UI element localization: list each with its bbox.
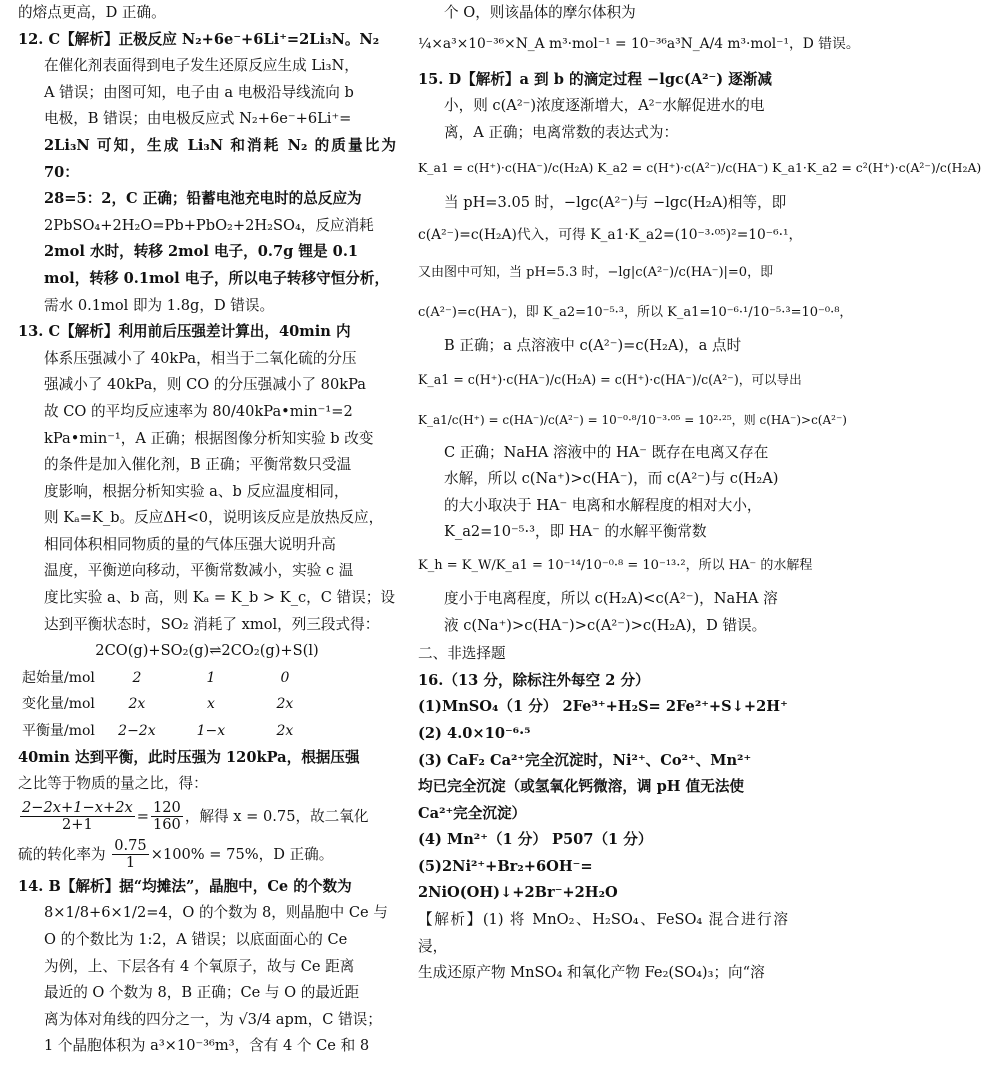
text-line: 之比等于物质的量之比，得：: [18, 775, 208, 793]
text-line: c(A²⁻)=c(H₂A)代入，可得 K_a1·K_a2=(10⁻³·⁰⁵)²=10⁻⁶·¹，: [418, 226, 803, 243]
row-label: 平衡量/mol: [22, 723, 95, 740]
table-cell: 2x: [276, 723, 294, 740]
table-cell: 0: [280, 669, 290, 686]
table-cell: x: [206, 696, 215, 713]
section-heading: 二、非选择题: [418, 645, 506, 663]
table-cell: 1−x: [196, 723, 226, 740]
conversion-equation: 硫的转化率为 $\frac{0.75}{1}$ ×100% = 75%，D 正确。: [18, 837, 334, 872]
text-line: 【解析】(1) 将 MnO₂、H₂SO₄、FeSO₄ 混合进行溶浸，: [418, 911, 788, 955]
text-line: K_h = K_W/K_a1 = 10⁻¹⁴/10⁻⁰·⁸ = 10⁻¹³·²，所以 HA⁻ 的水解程: [418, 557, 813, 573]
text-line: 度比实验 a、b 高，则 Kₐ = K_b > K_c，C 错误；设: [44, 589, 395, 607]
row-label: 起始量/mol: [22, 669, 95, 686]
text-line: (1)MnSO₄（1 分） 2Fe³⁺+H₂S= 2Fe²⁺+S↓+2H⁺: [418, 698, 788, 716]
fraction: $\frac{120}{160}$: [152, 799, 181, 834]
answer-12: [18, 27, 396, 320]
text-line: C 正确；NaHA 溶液中的 HA⁻ 既存在电离又存在: [444, 443, 769, 461]
text-line: 13. C【解析】利用前后压强差计算出，40min 内: [18, 323, 351, 341]
text-line: 液 c(Na⁺)>c(HA⁻)>c(A²⁻)>c(H₂A)，D 错误。: [444, 616, 767, 634]
text-line: 28=5：2，C 正确；铅蓄电池充电时的总反应为: [44, 190, 362, 208]
text-line: c(A²⁻)=c(HA⁻)，即 K_a2=10⁻⁵·³，所以 K_a1=10⁻⁶·¹/10⁻⁵·³=10⁻⁰·⁸，: [418, 304, 853, 320]
ionization-constant-formula: K_a1 = c(H⁺)·c(HA⁻)/c(H₂A) K_a2 = c(H⁺)·c(A²⁻)/c(HA⁻) K_a1·K_a2 = c²(H⁺)·c(A²⁻)/c(H₂A): [418, 160, 981, 176]
table-cell: 2x: [128, 696, 146, 713]
table-cell: 1: [206, 669, 216, 686]
text-line: 体系压强减小了 40kPa，相当于二氧化硫的分压: [44, 349, 357, 367]
text-line: 离为体对角线的四分之一，为 √3/4 apm，C 错误；: [44, 1010, 382, 1028]
text-line: 当 pH=3.05 时，−lgc(A²⁻)与 −lgc(H₂A)相等，即: [444, 194, 787, 212]
answer-16: [418, 668, 788, 987]
fraction: $\frac{2-2x+1-x+2x}{2+1}$: [22, 799, 133, 834]
text-line: 的条件是加入催化剂，B 正确；平衡常数只受温: [44, 456, 352, 474]
table-cell: 2−2x: [118, 723, 156, 740]
text-line: (3) CaF₂ Ca²⁺完全沉淀时，Ni²⁺、Co²⁺、Mn²⁺: [418, 751, 752, 769]
text-line: 又由图中可知，当 pH=5.3 时，−lg|c(A²⁻)/c(HA⁻)|=0，即: [418, 264, 774, 280]
text-line: 8×1/8+6×1/2=4，O 的个数为 8，则晶胞中 Ce 与: [44, 904, 388, 922]
text-line: B 正确；a 点溶液中 c(A²⁻)=c(H₂A)，a 点时: [444, 336, 742, 354]
text-line: O 的个数比为 1:2，A 错误；以底面面心的 Ce: [44, 931, 348, 948]
ice-table: [22, 665, 327, 745]
text-line: (2) 4.0×10⁻⁶·⁵: [418, 724, 531, 742]
answer-14: [18, 874, 396, 1060]
table-row: [22, 665, 327, 692]
pressure-equation: $\frac{2-2x+1-x+2x}{2+1}$ = $\frac{120}{160}$ ，解得 x = 0.75，故二氧化: [22, 799, 369, 834]
text-line: 电极，B 错误；由电极反应式 N₂+6e⁻+6Li⁺=: [44, 110, 352, 128]
text-line: 最近的 O 个数为 8，B 正确；Ce 与 O 的最近距: [44, 984, 360, 1002]
text-line: 为例，上、下层各有 4 个氧原子，故与 Ce 距离: [44, 957, 355, 975]
text-line: 故 CO 的平均反应速率为 80/40kPa•min⁻¹=2: [44, 402, 353, 420]
table-row: [22, 691, 327, 718]
text-line: 15. D【解析】a 到 b 的滴定过程 −lgc(A²⁻) 逐渐减: [418, 70, 772, 88]
text-line: 12. C【解析】正极反应 N₂+6e⁻+6Li⁺=2Li₃N。N₂: [18, 30, 380, 48]
text-line: 40min 达到平衡，此时压强为 120kPa，根据压强: [18, 748, 360, 766]
molar-volume-formula: ¼×a³×10⁻³⁶×N_A m³·mol⁻¹ = 10⁻³⁶a³N_A/4 m³·mol⁻¹，D 错误。: [418, 35, 860, 52]
text-line: 个 O，则该晶体的摩尔体积为: [444, 4, 636, 21]
text-line: K_a2=10⁻⁵·³，即 HA⁻ 的水解平衡常数: [444, 523, 707, 541]
text-line: Ca²⁺完全沉淀）: [418, 804, 527, 822]
text-line: (4) Mn²⁺（1 分） P507（1 分）: [418, 831, 653, 849]
text-line: 均已完全沉淀（或氢氧化钙微溶，调 pH 值无法使: [418, 778, 745, 796]
text-line: 相同体积相同物质的量的气体压强大说明升高: [44, 535, 336, 553]
text-line: 在催化剂表面得到电子发生还原反应生成 Li₃N，: [44, 57, 359, 75]
row-label: 变化量/mol: [22, 696, 95, 713]
text-line: 2PbSO₄+2H₂O=Pb+PbO₂+2H₂SO₄，反应消耗: [44, 216, 374, 234]
table-cell: 2x: [276, 696, 294, 713]
text-line: 度小于电离程度，所以 c(H₂A)<c(A²⁻)，NaHA 溶: [444, 589, 778, 607]
text-line: 达到平衡状态时，SO₂ 消耗了 xmol，列三段式得：: [44, 615, 380, 633]
text-line: 需水 0.1mol 即为 1.8g，D 错误。: [44, 296, 275, 314]
text-line: ，解得 x = 0.75，故二氧化: [184, 807, 369, 825]
text-line: 温度，平衡逆向移动，平衡常数减小，实验 c 温: [44, 562, 354, 580]
text-line: 离，A 正确；电离常数的表达式为：: [444, 123, 679, 141]
text-line: 16.（13 分，除标注外每空 2 分）: [418, 671, 650, 689]
text-line: A 错误；由图可知，电子由 a 电极沿导线流向 b: [44, 83, 354, 101]
text-line: K_a1/c(H⁺) = c(HA⁻)/c(A²⁻) = 10⁻⁰·⁸/10⁻³·⁰⁵ = 10²·²⁵，则 c(HA⁻)>c(A²⁻): [418, 412, 847, 427]
left-column: [18, 0, 396, 1060]
answer-13: [18, 319, 396, 874]
text-line: 则 Kₐ=K_b。反应ΔH<0，说明该反应是放热反应，: [44, 509, 384, 527]
table-row: [22, 718, 327, 745]
text-line: mol，转移 0.1mol 电子，所以电子转移守恒分析，: [44, 269, 390, 287]
text-line: 2mol 水时，转移 2mol 电子，0.7g 锂是 0.1: [44, 243, 359, 261]
answer-15: [418, 67, 981, 640]
text-line: 的熔点更高，D 正确。: [18, 4, 166, 21]
text-line: 强减小了 40kPa，则 CO 的分压强减小了 80kPa: [44, 376, 366, 394]
text-line: K_a1 = c(H⁺)·c(HA⁻)/c(H₂A) = c(H⁺)·c(HA⁻)/c(A²⁻)，可以导出: [418, 371, 802, 387]
text-line: 度影响，根据分析知实验 a、b 反应温度相同，: [44, 482, 349, 500]
reaction-equation: 2CO(g)+SO₂(g)⇌2CO₂(g)+S(l): [95, 642, 319, 660]
text-line: 1 个晶胞体积为 a³×10⁻³⁶m³，含有 4 个 Ce 和 8: [44, 1037, 370, 1055]
text-line: 2Li₃N 可知，生成 Li₃N 和消耗 N₂ 的质量比为 70：: [44, 136, 396, 181]
text-line: 水解，所以 c(Na⁺)>c(HA⁻)，而 c(A²⁻)与 c(H₂A): [444, 470, 779, 488]
text-line: 生成还原产物 MnSO₄ 和氧化产物 Fe₂(SO₄)₃；向“溶: [418, 964, 765, 982]
text-line: kPa•min⁻¹，A 正确；根据图像分析知实验 b 改变: [44, 429, 374, 447]
text-line: 的大小取决于 HA⁻ 电离和水解程度的相对大小，: [444, 496, 762, 514]
text-line: (5)2Ni²⁺+Br₂+6OH⁻= 2NiO(OH)↓+2Br⁻+2H₂O: [418, 857, 618, 902]
text-line: 14. B【解析】据“均摊法”，晶胞中，Ce 的个数为: [18, 877, 352, 895]
table-cell: 2: [132, 669, 142, 686]
fraction: $\frac{0.75}{1}$: [114, 837, 147, 872]
text-line: 小，则 c(A²⁻)浓度逐渐增大，A²⁻水解促进水的电: [444, 97, 765, 115]
right-column: [418, 0, 981, 987]
